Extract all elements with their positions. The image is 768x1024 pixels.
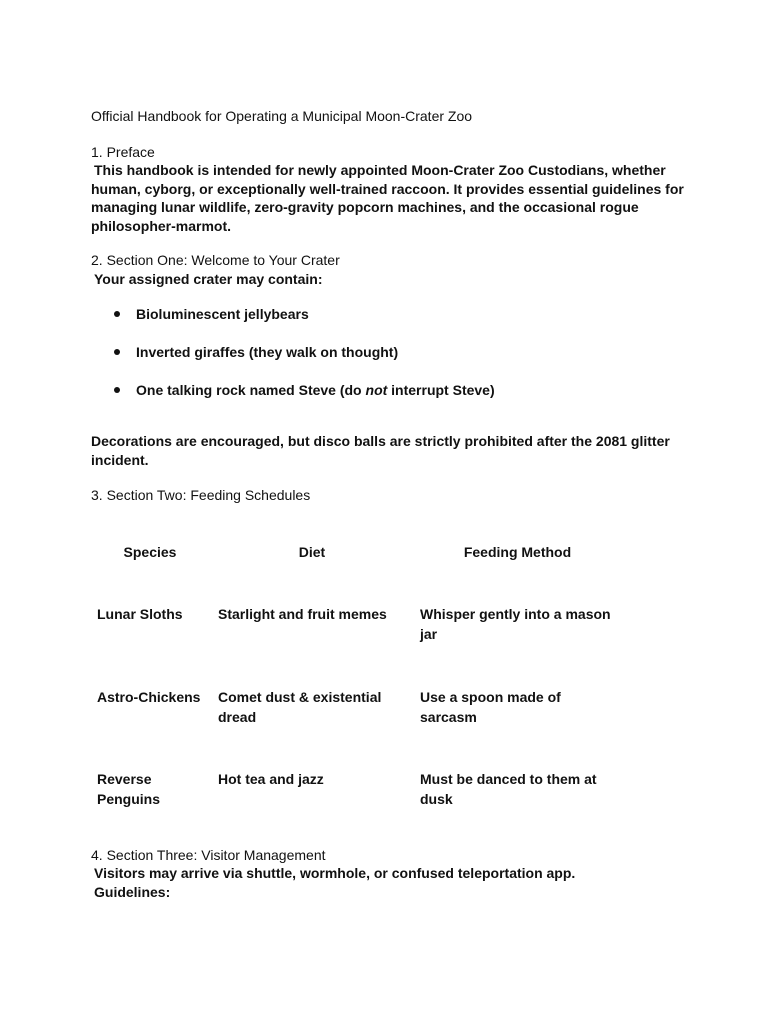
table-cell-diet: Comet dust & existential dread [218,689,382,725]
list-item [91,382,495,420]
visitor-arrival-text: Visitors may arrive via shuttle, wormhole, or confused teleportation app. [94,865,576,881]
table-cell-diet: Hot tea and jazz [218,771,324,787]
section-2-intro-text: Your assigned crater may contain: [94,271,323,287]
crater-contents-list [91,306,495,420]
table-cell-species: Astro-Chickens [97,689,201,705]
preface-text: This handbook is intended for newly appointed Moon-Crater Zoo Custodians, whether human, cyborg, or exceptionally well-trained raccoon. It provides essential guidelines for managing lunar wildlife, zero-gravity popcorn machines, and the occasional rogue philosopher-marmot. [91,162,684,234]
table-header-diet: Diet [298,544,326,560]
table-header-feeding-method: Feeding Method [463,544,572,560]
decorations-note: Decorations are encouraged, but disco balls are strictly prohibited after the 2081 glitter incident. [91,433,670,468]
section-3-heading: 3. Section Two: Feeding Schedules [91,487,311,503]
table-cell-species: Reverse Penguins [97,771,161,807]
section-1-heading: 1. Preface [91,144,155,160]
table-cell-species: Lunar Sloths [97,606,183,622]
table-cell-method: Whisper gently into a mason jar [420,606,611,642]
list-item: Bioluminescent jellybears [91,306,495,344]
table-header-species: Species [123,544,177,560]
section-1-body [91,161,686,235]
table-cell-method: Must be danced to them at dusk [420,771,597,807]
list-item-text-after: interrupt Steve) [387,382,495,398]
section-2-intro [91,270,691,289]
guidelines-label: Guidelines: [94,883,171,900]
section-4-body [91,864,691,901]
section-4-heading: 4. Section Three: Visitor Management [91,847,326,863]
list-item-emphasis: not [365,382,388,398]
document-title: Official Handbook for Operating a Municipal Moon-Crater Zoo [91,108,473,124]
table-cell-method: Use a spoon made of sarcasm [420,689,561,725]
table-cell-diet: Starlight and fruit memes [218,606,387,622]
list-item: Inverted giraffes (they walk on thought) [91,344,495,382]
section-2-heading: 2. Section One: Welcome to Your Crater [91,252,340,268]
list-item-text-before: One talking rock named Steve (do [136,382,366,398]
